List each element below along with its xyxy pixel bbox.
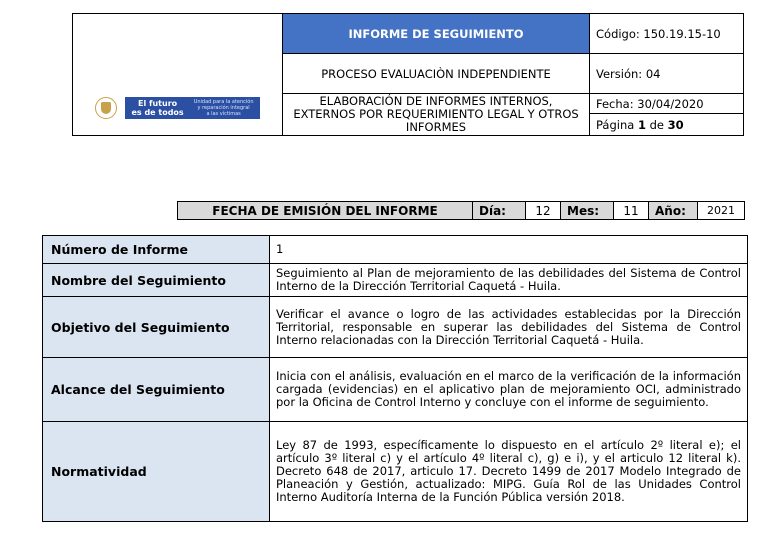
row-label: Objetivo del Seguimiento	[43, 297, 270, 358]
month-label: Mes:	[561, 202, 614, 220]
day-label: Día:	[473, 202, 526, 220]
row-value: 1	[270, 236, 748, 264]
row-label: Normatividad	[43, 422, 270, 522]
emission-date-table	[177, 201, 745, 220]
logo	[79, 97, 276, 129]
page-number: Página 1 de 30	[590, 114, 744, 136]
document-title: INFORME DE SEGUIMIENTO	[283, 14, 590, 54]
logo-sub-line2: y reparación integral	[197, 105, 250, 111]
row-label: Número de Informe	[43, 236, 270, 264]
logo-sub-line3: a las víctimas	[206, 111, 241, 117]
logo-sub-line1: Unidad para la atención	[193, 99, 254, 105]
table-row	[43, 297, 748, 358]
coat-of-arms-icon	[95, 97, 117, 119]
header-table	[72, 13, 744, 136]
logo-main-line2: es de todos	[131, 108, 184, 117]
month-value: 11	[614, 202, 649, 220]
year-label: Año:	[649, 202, 698, 220]
table-row	[43, 422, 748, 522]
table-row	[43, 236, 748, 264]
row-value: Seguimiento al Plan de mejoramiento de las debilidades del Sistema de Control Interno de la Dirección Territorial Caquetá - Huila.	[270, 264, 748, 297]
table-row	[43, 358, 748, 422]
year-value: 2021	[698, 202, 745, 220]
document-date: Fecha: 30/04/2020	[590, 94, 744, 114]
row-value: Inicia con el análisis, evaluación en el marco de la verificación de la información cargada (evidencias) en el aplicativo plan de mejoramiento OCI, administrado por la Oficina de Control Interno y concluye con el informe de seguimiento.	[270, 358, 748, 422]
row-label: Alcance del Seguimiento	[43, 358, 270, 422]
process-name: PROCESO EVALUACIÒN INDEPENDIENTE	[283, 54, 590, 94]
logo-cell	[73, 14, 283, 136]
document-version: Versión: 04	[590, 54, 744, 94]
day-value: 12	[526, 202, 561, 220]
report-info-table	[42, 235, 748, 522]
table-row	[43, 264, 748, 297]
row-value: Ley 87 de 1993, específicamente lo dispuesto en el artículo 2º literal e); el artículo 3º literal c) y el artículo 4º literal c), g) e i), y el articulo 12 literal k). Decreto 648 de 2017, articulo 17. Decreto 1499 de 2017 Modelo Integrado de Planeación y Gestión, actualizado: MIPG. Guía Rol de las Unidades Control Interno Auditoría Interna de la Función Pública versión 2018.	[270, 422, 748, 522]
logo-band	[125, 97, 259, 119]
row-value: Verificar el avance o logro de las actividades establecidas por la Dirección Territorial, responsable en superar las debilidades del Sistema de Control Interno relacionadas con la Dirección Territorial Caquetá - Huila.	[270, 297, 748, 358]
subprocess-name: ELABORACIÓN DE INFORMES INTERNOS, EXTERNOS POR REQUERIMIENTO LEGAL Y OTROS INFORMES	[283, 94, 590, 136]
logo-main-line1: El futuro	[138, 99, 178, 108]
emission-label: FECHA DE EMISIÓN DEL INFORME	[178, 202, 473, 220]
row-label: Nombre del Seguimiento	[43, 264, 270, 297]
document-code: Código: 150.19.15-10	[590, 14, 744, 54]
